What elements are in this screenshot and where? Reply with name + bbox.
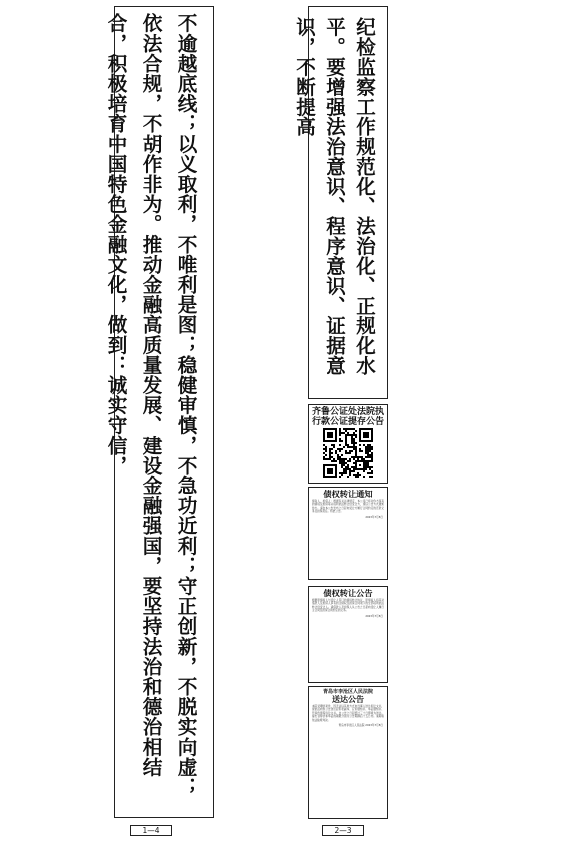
debt-transfer-notice-date: 2023年7月8日 bbox=[365, 515, 383, 519]
page-number-left: 1—4 bbox=[130, 825, 172, 836]
debt-transfer-notice-body: 债务人、担保人：根据有关法律规定，本公司已将对你方享有的债权及担保等从权利依法转让给受让方，现以公告方式通知你方。请自本公告发布之日起向受让方履行合同约定的还款义务及担保责任。特此公告。 bbox=[312, 500, 384, 514]
court-notice-title: 送达公告 bbox=[332, 695, 364, 704]
qr-notice-title: 齐鲁公证处法院执行款公证提存公告 bbox=[311, 407, 384, 427]
qr-code-icon bbox=[323, 428, 373, 478]
court-notice-signature: 青岛市李沧区人民法院 2023年7月8日 bbox=[338, 724, 383, 728]
qr-notice bbox=[308, 404, 388, 484]
debt-transfer-announcement bbox=[308, 586, 388, 683]
right-text-panel bbox=[293, 6, 388, 399]
court-notice-subtitle: 青岛市李沧区人民法院 bbox=[322, 689, 373, 695]
left-text-panel bbox=[104, 6, 214, 818]
debt-transfer-notice-title: 债权转让通知 bbox=[323, 489, 373, 499]
right-panel-text: 纪检监察工作规范化、法治化、正规化水平。要增强法治意识、程序意识、证据意识，不断提高 bbox=[293, 17, 376, 376]
left-panel-text: 不逾越底线；以义取利，不唯利是图；稳健审慎，不急功近利；守正创新，不脱实向虚；依法合规，不胡作非为。推动金融高质量发展、建设金融强国，要坚持法治和德治相结合，积极培育中国特色金融文化，做到：诚实守信， bbox=[104, 13, 197, 797]
debt-transfer-announcement-date: 2023年7月8日 bbox=[365, 614, 383, 618]
court-service-notice bbox=[308, 686, 388, 819]
debt-transfer-notice bbox=[308, 487, 388, 580]
debt-transfer-announcement-body: 根据原债权人与受让人签订的债权转让协议，原债权人将其对借款人及担保人享有的主债权及担保合同项下的全部权利依法转让给受让人。请借款人及担保人从公告之日起向受让人履行主合同及担保合同约定的义务。 bbox=[312, 599, 384, 613]
court-notice-body: 本院受理的案件，因无法以其他方式向当事人送达诉讼文书，现依法向你公告送达起诉状副本、应诉通知书、举证通知书、开庭传票等诉讼文书。自公告之日起经过三十日即视为送达。提出答辩状和举证的期限分别为公告期满后十五日内。逾期将依法缺席判决。 bbox=[312, 705, 384, 722]
debt-transfer-announcement-title: 债权转让公告 bbox=[323, 588, 373, 598]
page-number-right: 2—3 bbox=[322, 825, 364, 836]
